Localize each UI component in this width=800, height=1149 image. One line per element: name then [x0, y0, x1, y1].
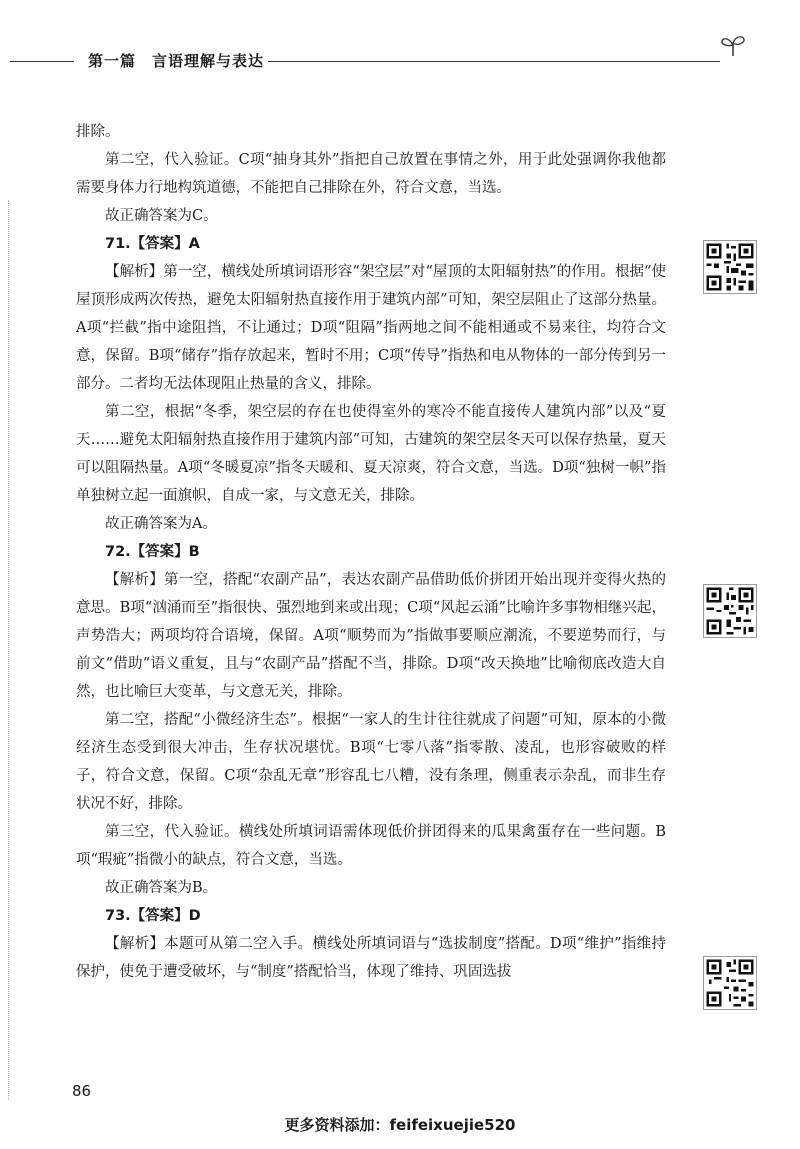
paragraph: 第二空，根据“冬季，架空层的存在也使得室外的寒冷不能直接传人建筑内部”以及“夏天……避免太阳辐射热直接作用于建筑内部”可知，古建筑的架空层冬天可以保存热量，夏天可以阻隔热量。A项“冬暖夏凉”指冬天暖和、夏天凉爽，符合文意，当选。D项“独树一帜”指单独树立起一面旗帜，自成一家，与文意无关，排除。 [76, 404, 666, 504]
answer-heading-73: 73.【答案】D [105, 908, 201, 924]
paragraph: 故正确答案为C。 [105, 208, 218, 224]
paragraph: 第二空，搭配“小微经济生态”。根据“一家人的生计往往就成了问题”可知，原本的小微经济生态受到很大冲击，生存状况堪忧。B项“七零八落”指零散、凌乱，也形容破败的样子，符合文意，保留。C项“杂乱无章”形容乱七八糟，没有条理，侧重表示杂乱，而非生存状况不好，排除。 [76, 712, 666, 812]
page-number: 86 [72, 1082, 92, 1100]
paragraph: 第三空，代入验证。横线处所填词语需体现低价拼团得来的瓜果禽蛋存在一些问题。B项“瑕疵”指微小的缺点，符合文意，当选。 [76, 824, 666, 868]
qr-code-icon[interactable] [703, 584, 757, 638]
chapter-title: 第一篇 言语理解与表达 [84, 50, 268, 71]
paragraph: 第二空，代入验证。C项“抽身其外”指把自己放置在事情之外，用于此处强调你我他都需要身体力行地构筑道德，不能把自己排除在外，符合文意，当选。 [76, 152, 666, 196]
answer-heading-71: 71.【答案】A [105, 236, 200, 252]
paragraph: 故正确答案为A。 [105, 516, 217, 532]
sprout-icon [718, 30, 748, 60]
qr-code-icon[interactable] [703, 956, 757, 1010]
margin-dots [8, 200, 11, 1100]
header-rule-right [268, 61, 720, 62]
answer-heading-72: 72.【答案】B [105, 544, 200, 560]
header-rule-left [10, 61, 74, 62]
paragraph: 排除。 [76, 124, 120, 140]
footer-contact-text: 更多资料添加：feifeixuejie520 [284, 1116, 516, 1134]
qr-code-icon[interactable] [703, 240, 757, 294]
paragraph: 【解析】本题可从第二空入手。横线处所填词语与“选拔制度”搭配。D项“维护”指维持保护，使免于遭受破坏，与“制度”搭配恰当，体现了维持、巩固选拔 [76, 936, 666, 980]
paragraph: 【解析】第一空，搭配“农副产品”，表达农副产品借助低价拼团开始出现并变得火热的意思。B项“汹涌而至”指很快、强烈地到来或出现；C项“风起云涌”比喻许多事物相继兴起，声势浩大；两项均符合语境，保留。A项“顺势而为”指做事要顺应潮流，不要逆势而行，与前文“借助”语义重复，且与“农副产品”搭配不当，排除。D项“改天换地”比喻彻底改造大自然，也比喻巨大变革，与文意无关，排除。 [76, 572, 666, 700]
paragraph: 【解析】第一空，横线处所填词语形容“架空层”对“屋顶的太阳辐射热”的作用。根据“使屋顶形成两次传热，避免太阳辐射热直接作用于建筑内部”可知，架空层阻止了这部分热量。A项“拦截”指中途阻挡，不让通过；D项“阻隔”指两地之间不能相通或不易来往，均符合文意，保留。B项“储存”指存放起来，暂时不用；C项“传导”指热和电从物体的一部分传到另一部分。二者均无法体现阻止热量的含义，排除。 [76, 264, 666, 392]
answer-explanation-body [76, 118, 666, 986]
paragraph: 故正确答案为B。 [105, 880, 218, 896]
running-header [10, 50, 750, 72]
